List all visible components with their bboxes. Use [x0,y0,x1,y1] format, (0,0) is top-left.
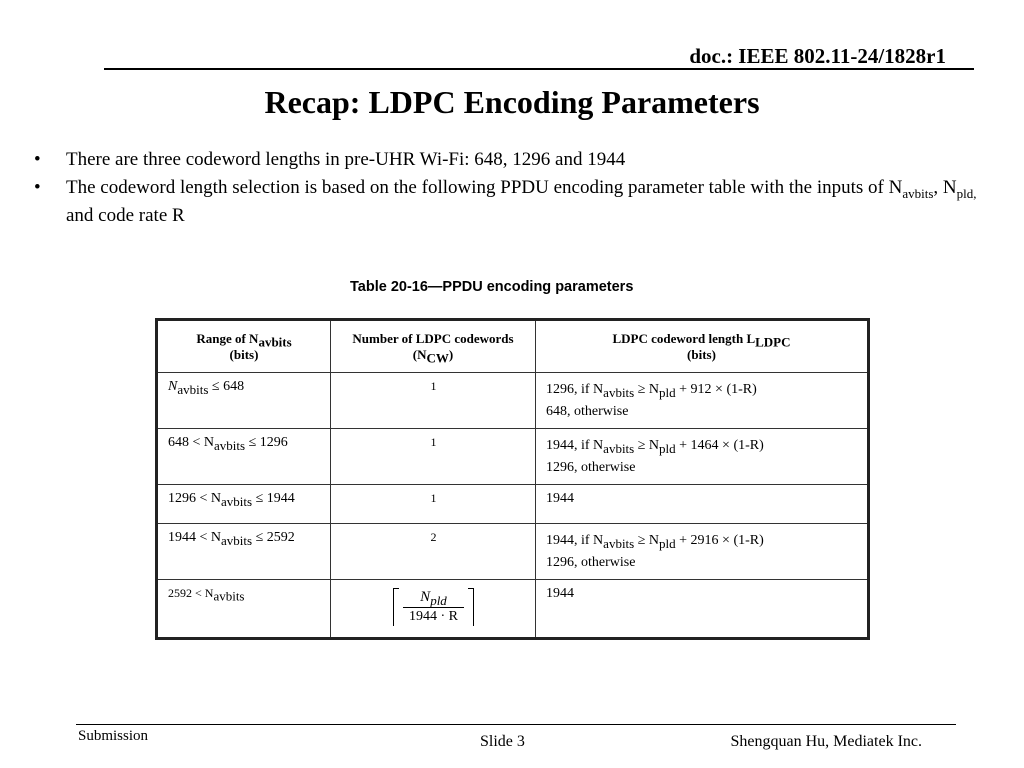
bullet-item [34,174,994,230]
range-cell: $1296 < N_{avbits} \le 1944$ [157,485,331,524]
doc-id: doc.: IEEE 802.11-24/1828r1 [689,44,946,68]
length-cell: 1944, if $N_{avbits} \ge N_{pld} + 2916 \times (1-R)$ 1296, otherwise [536,524,869,580]
ceiling-fraction [393,588,474,626]
fraction-denominator: 1944 · R [403,607,464,625]
bullet-dot-icon: • [34,177,41,198]
bullet-text: There are three codeword lengths in pre-UHR Wi-Fi: 648, 1296 and 1944 [66,149,626,170]
fraction-numerator: $N_{pld}$ [420,589,447,608]
table-row [157,580,869,639]
footer-submission: Submission [78,728,149,744]
length-cell: 1296, if $N_{avbits} \ge N_{pld} + 912 \times (1-R)$ 648, otherwise [536,373,869,429]
ceiling-right-bracket [468,588,474,626]
table-row [157,485,869,524]
length-cell: 1944 [536,485,869,524]
ceiling-left-bracket [393,588,399,626]
range-cell: $N_{avbits} \le 648$ [157,373,331,429]
ncw-cell: 1 [331,429,536,485]
ppdu-encoding-table [155,318,870,640]
bullet-text: The codeword length selection is based on the following PPDU encoding parameter table with the inputs of $N_{avbits}$, $N_{pld,}$ and code rate R [66,177,977,226]
slide-title: Recap: LDPC Encoding Parameters [264,84,760,120]
bullet-item [34,146,994,174]
slide-number: Slide 3 [480,733,525,750]
table-caption: Table 20-16—PPDU encoding parameters [350,279,634,295]
length-cell: 1944 [536,580,869,639]
footer-author: Shengquan Hu, Mediatek Inc. [730,733,922,750]
table-header-row [157,320,869,373]
header-range: Range of $N_{avbits}$ (bits) [157,320,331,373]
ncw-cell: 1 [331,373,536,429]
ncw-cell: 1 [331,485,536,524]
bullet-list [34,146,994,230]
header-codeword-length: LDPC codeword length $L_{LDPC}$ (bits) [536,320,869,373]
table-row [157,429,869,485]
table-row [157,524,869,580]
range-cell: $648 < N_{avbits} \le 1296$ [157,429,331,485]
range-cell: $2592 < N_{avbits}$ [157,580,331,639]
range-cell: $1944 < N_{avbits} \le 2592$ [157,524,331,580]
ncw-cell: 2 [331,524,536,580]
bullet-dot-icon: • [34,149,41,170]
header-num-codewords: Number of LDPC codewords $(N_{CW})$ [331,320,536,373]
length-cell: 1944, if $N_{avbits} \ge N_{pld} + 1464 \times (1-R)$ 1296, otherwise [536,429,869,485]
ncw-cell [331,580,536,639]
header-rule [104,68,974,70]
table-row [157,373,869,429]
footer-rule [76,724,956,725]
